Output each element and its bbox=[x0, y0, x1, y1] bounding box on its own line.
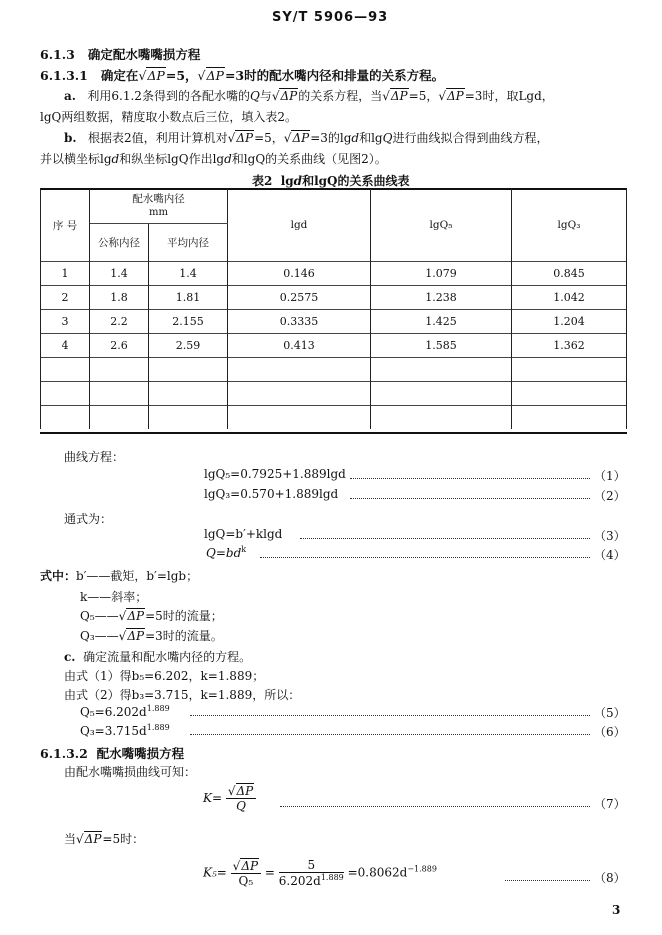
sqrt-delta-p: ΔP bbox=[236, 784, 254, 798]
equation-6 bbox=[80, 723, 170, 738]
equation-1: lgQ₅=0.7925+1.889lgd bbox=[204, 467, 346, 481]
equation-2-number: （2） bbox=[594, 489, 626, 503]
table-row-empty bbox=[41, 382, 627, 406]
leader-dots bbox=[300, 538, 590, 539]
sqrt-delta-p: ΔP bbox=[241, 858, 259, 873]
header-lgd: lgd bbox=[228, 189, 371, 262]
cell-lgd: 0.2575 bbox=[228, 286, 371, 310]
page-number: 3 bbox=[612, 903, 621, 917]
cell-avg: 2.155 bbox=[149, 310, 228, 334]
text: =3时，取Lgd， bbox=[464, 89, 554, 103]
text: 和纵坐标lgQ作出lg bbox=[119, 152, 225, 166]
equation-7-number: （7） bbox=[594, 797, 626, 811]
text: 根据表2值，利用计算机对 bbox=[88, 131, 228, 145]
text: 进行曲线拟合得到曲线方程， bbox=[392, 131, 549, 145]
denominator: 6.202d bbox=[278, 874, 321, 888]
text: 并以横坐标lg bbox=[40, 152, 112, 166]
sqrt-delta-p: ΔP bbox=[206, 68, 224, 83]
leader-dots bbox=[350, 498, 590, 499]
section-6-1-3-2 bbox=[40, 744, 184, 762]
section-number: 6.1.3.2 bbox=[40, 746, 88, 761]
leader-dots bbox=[190, 734, 590, 735]
text: Q₃—— bbox=[80, 629, 119, 643]
sqrt-delta-p: ΔP bbox=[127, 629, 145, 643]
para-c-line1: 由式（1）得b₅=6.202，k=1.889； bbox=[64, 669, 265, 683]
table-row bbox=[41, 334, 627, 358]
sqrt-delta-p: ΔP bbox=[127, 609, 145, 623]
cell-avg: 2.59 bbox=[149, 334, 228, 358]
sqrt-delta-p: ΔP bbox=[447, 89, 464, 103]
cell-nominal: 2.6 bbox=[90, 334, 149, 358]
sqrt-delta-p: ΔP bbox=[147, 68, 165, 83]
equals: = bbox=[264, 865, 275, 880]
exponent: 1.889 bbox=[146, 704, 170, 713]
para-c-line2: 由式（2）得b₃=3.715，k=1.889，所以： bbox=[64, 688, 301, 702]
text: Q bbox=[249, 89, 260, 103]
exponent: 1.889 bbox=[320, 873, 344, 882]
equation-7 bbox=[203, 784, 256, 813]
header-diameter: 配水嘴内径 bbox=[132, 193, 185, 205]
para-a-line1: a. 利用6.1.2条得到的各配水嘴的Q与√ΔP的关系方程，当√ΔP=5，√ΔP=3时，取Lgd， bbox=[64, 89, 554, 103]
cell-lgq5: 1.079 bbox=[371, 262, 512, 286]
leader-dots bbox=[280, 806, 590, 807]
text: 当 bbox=[64, 832, 77, 846]
text: =5时的流量； bbox=[145, 609, 223, 623]
text: 确定流量和配水嘴内径的方程。 bbox=[83, 650, 252, 664]
cell-lgd: 0.146 bbox=[228, 262, 371, 286]
where-label: 式中： bbox=[40, 569, 77, 583]
header-lgq3: lgQ₃ bbox=[512, 189, 627, 262]
definition-b: b′——截矩，b′=lgb； bbox=[76, 569, 199, 583]
fraction bbox=[279, 858, 344, 888]
table-row bbox=[41, 262, 627, 286]
item-label: a. bbox=[64, 89, 76, 103]
text: Q₅—— bbox=[80, 609, 119, 623]
caption-text: d bbox=[293, 174, 303, 188]
exponent: −1.889 bbox=[407, 864, 437, 874]
title-text: =5， bbox=[165, 68, 198, 83]
table-row bbox=[41, 286, 627, 310]
header-diameter-group bbox=[90, 189, 228, 224]
denominator: Q₅ bbox=[238, 873, 254, 888]
title-text: 确定在 bbox=[100, 68, 139, 83]
equation-lhs: K₅= bbox=[203, 865, 227, 880]
equation-8-number: （8） bbox=[594, 871, 626, 885]
text: =3的lg bbox=[310, 131, 352, 145]
text: =5时： bbox=[102, 832, 145, 846]
leader-dots bbox=[505, 880, 590, 881]
cell-lgq3: 1.362 bbox=[512, 334, 627, 358]
cell-lgd: 0.413 bbox=[228, 334, 371, 358]
curve-label: 曲线方程： bbox=[64, 450, 125, 464]
sqrt-delta-p: ΔP bbox=[236, 131, 254, 145]
cell-seq: 2 bbox=[41, 286, 90, 310]
text: Q bbox=[382, 131, 393, 145]
sqrt-delta-p: ΔP bbox=[390, 89, 408, 103]
section-6-1-3-1: 6.1.3.1 确定在√ΔP=5，√ΔP=3时的配水嘴内径和排量的关系方程。 bbox=[40, 68, 445, 83]
text: d bbox=[224, 152, 232, 166]
text: =5， bbox=[254, 131, 284, 145]
equation-5-number: （5） bbox=[594, 706, 626, 720]
text: d bbox=[111, 152, 120, 166]
equation-1-number: （1） bbox=[594, 469, 626, 483]
cell-lgq5: 1.425 bbox=[371, 310, 512, 334]
header-nominal: 公称内径 bbox=[90, 224, 149, 262]
cell-seq: 1 bbox=[41, 262, 90, 286]
header-unit: mm bbox=[149, 207, 168, 218]
equation-text: Q₃=3.715d bbox=[80, 724, 147, 738]
table-row bbox=[41, 310, 627, 334]
definition-k: k——斜率； bbox=[80, 590, 148, 604]
leader-dots bbox=[190, 715, 590, 716]
definition-q3: Q₃——√ΔP=3时的流量。 bbox=[80, 629, 223, 643]
cell-avg: 1.4 bbox=[149, 262, 228, 286]
section-6-1-3 bbox=[40, 45, 200, 63]
exponent: 1.889 bbox=[146, 723, 170, 732]
cell-lgq3: 1.204 bbox=[512, 310, 627, 334]
fraction: $\frac{√\Delta P}{Q}$ bbox=[226, 784, 256, 813]
equation-lhs: K= bbox=[203, 791, 223, 805]
text: 利用6.1.2条得到的各配水嘴的 bbox=[87, 89, 250, 103]
sqrt-delta-p: ΔP bbox=[292, 131, 310, 145]
text: =5， bbox=[408, 89, 439, 103]
title-text: =3时的配水嘴内径和排量的关系方程。 bbox=[224, 68, 445, 83]
cell-avg: 1.81 bbox=[149, 286, 228, 310]
fraction: $\frac{√\Delta P}{\text{Q₅}}$ bbox=[231, 859, 261, 888]
sqrt-delta-p: ΔP bbox=[84, 832, 102, 846]
para-a-line2: lgQ两组数据，精度取小数点后三位，填入表2。 bbox=[40, 110, 297, 124]
table-caption bbox=[252, 172, 409, 189]
equation-text: Q₅=6.202d bbox=[80, 705, 147, 719]
equation-3-number: （3） bbox=[594, 529, 626, 543]
cell-seq: 3 bbox=[41, 310, 90, 334]
table-bottom-rule bbox=[40, 432, 627, 434]
cell-nominal: 1.8 bbox=[90, 286, 149, 310]
header-average: 平均内径 bbox=[149, 224, 228, 262]
text: =3时的流量。 bbox=[145, 629, 223, 643]
cell-lgd: 0.3335 bbox=[228, 310, 371, 334]
header-seq: 序 号 bbox=[41, 189, 90, 262]
para-c bbox=[64, 648, 251, 665]
text: 与 bbox=[259, 89, 272, 103]
section-title: 配水嘴嘴损方程 bbox=[96, 746, 185, 761]
caption-text: 和lgQ的关系曲线表 bbox=[302, 174, 410, 188]
cell-nominal: 1.4 bbox=[90, 262, 149, 286]
caption-text: lg bbox=[280, 174, 294, 188]
data-table bbox=[40, 189, 627, 429]
cell-lgq3: 0.845 bbox=[512, 262, 627, 286]
text: d bbox=[351, 131, 360, 145]
equation-4 bbox=[206, 545, 246, 560]
cell-lgq5: 1.585 bbox=[371, 334, 512, 358]
cell-nominal: 2.2 bbox=[90, 310, 149, 334]
standard-header: SY/T 5906—93 bbox=[272, 10, 389, 25]
equation-4-number: （4） bbox=[594, 548, 626, 562]
text: 的关系方程，当 bbox=[298, 89, 383, 103]
section-title: 确定配水嘴嘴损方程 bbox=[87, 47, 201, 62]
table-row-empty bbox=[41, 406, 627, 430]
equation-5 bbox=[80, 704, 170, 719]
numerator: 5 bbox=[279, 858, 344, 873]
para-b-line1: b. 根据表2值，利用计算机对√ΔP=5，√ΔP=3的lgd和lgQ进行曲线拟合得到曲线方程， bbox=[64, 131, 549, 145]
where-b bbox=[40, 567, 198, 584]
general-label: 通式为： bbox=[64, 512, 113, 526]
equation-text: Q=bd bbox=[206, 546, 242, 560]
section-intro: 由配水嘴嘴损曲线可知： bbox=[64, 765, 197, 779]
leader-dots bbox=[260, 557, 590, 558]
section-number: 6.1.3.1 bbox=[40, 68, 88, 83]
item-label: b. bbox=[64, 131, 77, 145]
equation-6-number: （6） bbox=[594, 725, 626, 739]
exponent: k bbox=[241, 545, 247, 554]
cell-seq: 4 bbox=[41, 334, 90, 358]
denominator: Q bbox=[236, 799, 246, 813]
condition-line: 当√ΔP=5时： bbox=[64, 832, 145, 846]
text: 和lg bbox=[359, 131, 383, 145]
para-b-line2 bbox=[40, 150, 387, 167]
cell-lgq5: 1.238 bbox=[371, 286, 512, 310]
sqrt-delta-p: ΔP bbox=[280, 89, 298, 103]
header-lgq5: lgQ₅ bbox=[371, 189, 512, 262]
result: =0.8062d bbox=[347, 865, 408, 880]
table-row-empty bbox=[41, 358, 627, 382]
definition-q5: Q₅——√ΔP=5时的流量； bbox=[80, 609, 223, 623]
leader-dots bbox=[350, 478, 590, 479]
equation-2: lgQ₃=0.570+1.889lgd bbox=[204, 487, 339, 501]
equation-8 bbox=[203, 858, 437, 888]
text: 和lgQ的关系曲线（见图2）。 bbox=[231, 152, 387, 166]
caption-number: 表2 bbox=[252, 174, 273, 188]
section-number: 6.1.3 bbox=[40, 47, 75, 62]
item-label: c. bbox=[64, 650, 76, 664]
equation-3: lgQ=b′+klgd bbox=[204, 527, 283, 541]
cell-lgq3: 1.042 bbox=[512, 286, 627, 310]
